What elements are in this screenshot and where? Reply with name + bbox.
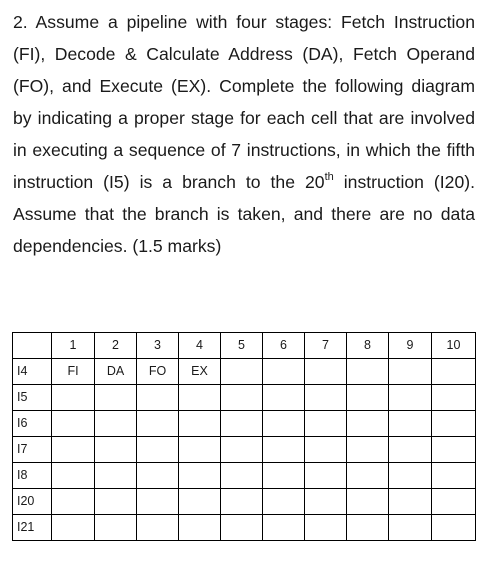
instruction-label: I6 [13,411,52,437]
table-row [13,489,476,515]
stage-cell [52,411,95,437]
stage-cell [305,437,347,463]
stage-cell [389,437,432,463]
stage-cell [263,411,305,437]
stage-cell [52,437,95,463]
pipeline-diagram-table [12,332,476,541]
instruction-label: I8 [13,463,52,489]
stage-cell [137,437,179,463]
stage-cell [389,489,432,515]
stage-cell [432,437,476,463]
stage-cell [389,359,432,385]
column-header-10: 10 [432,333,476,359]
stage-cell [389,515,432,541]
stage-cell [389,411,432,437]
stage-cell [347,411,389,437]
stage-cell [52,515,95,541]
stage-cell [305,515,347,541]
instruction-label: I5 [13,385,52,411]
stage-cell [389,385,432,411]
stage-cell [432,359,476,385]
instruction-label: I21 [13,515,52,541]
table-row [13,463,476,489]
stage-cell [221,385,263,411]
stage-cell [432,489,476,515]
stage-cell [347,359,389,385]
table-row [13,359,476,385]
question-text-part-2: instruction (I20). Assume that the branch is taken, and there are no data dependencies. (1.5 marks) [13,172,475,256]
instruction-label: I7 [13,437,52,463]
stage-cell [389,463,432,489]
stage-cell [179,515,221,541]
stage-cell [305,463,347,489]
stage-cell [221,515,263,541]
stage-cell [221,411,263,437]
column-header-7: 7 [305,333,347,359]
stage-cell [347,515,389,541]
stage-cell [52,385,95,411]
stage-cell [179,411,221,437]
stage-cell [432,463,476,489]
column-header-6: 6 [263,333,305,359]
stage-cell [179,385,221,411]
stage-cell [263,515,305,541]
stage-cell [95,463,137,489]
stage-cell [263,437,305,463]
stage-cell [432,385,476,411]
stage-cell [221,437,263,463]
stage-cell [95,411,137,437]
stage-cell [95,437,137,463]
corner-cell [13,333,52,359]
stage-cell [137,489,179,515]
stage-cell: FI [52,359,95,385]
stage-cell [52,463,95,489]
stage-cell [137,385,179,411]
stage-cell [347,437,389,463]
stage-cell [263,489,305,515]
stage-cell [221,489,263,515]
stage-cell [95,385,137,411]
question-text-part-1: 2. Assume a pipeline with four stages: Fetch Instruction (FI), Decode & Calculate Address (DA), Fetch Operand (FO), and Execute (EX). Complete the following diagram by indicating a proper stage for each cell that are involved in executing a sequence of 7 instructions, in which the fifth instruction (I5) is a branch to the 20 [13,12,475,192]
stage-cell [263,385,305,411]
stage-cell [137,463,179,489]
stage-cell: DA [95,359,137,385]
stage-cell [305,359,347,385]
stage-cell: FO [137,359,179,385]
stage-cell [432,411,476,437]
column-header-3: 3 [137,333,179,359]
table-row [13,437,476,463]
instruction-label: I4 [13,359,52,385]
stage-cell [95,515,137,541]
table-row [13,385,476,411]
column-header-9: 9 [389,333,432,359]
ordinal-suffix: th [324,171,334,184]
stage-cell [263,463,305,489]
column-header-5: 5 [221,333,263,359]
stage-cell [347,463,389,489]
stage-cell [137,515,179,541]
header-row [13,333,476,359]
stage-cell [95,489,137,515]
stage-cell [179,437,221,463]
stage-cell [52,489,95,515]
stage-cell [347,489,389,515]
stage-cell [347,385,389,411]
table-row [13,515,476,541]
stage-cell [305,385,347,411]
stage-cell [179,463,221,489]
column-header-2: 2 [95,333,137,359]
column-header-8: 8 [347,333,389,359]
column-header-4: 4 [179,333,221,359]
stage-cell [221,463,263,489]
stage-cell [305,489,347,515]
instruction-label: I20 [13,489,52,515]
stage-cell [221,359,263,385]
question-text [13,6,475,262]
stage-cell [179,489,221,515]
stage-cell [432,515,476,541]
stage-cell: EX [179,359,221,385]
stage-cell [263,359,305,385]
table-row [13,411,476,437]
stage-cell [305,411,347,437]
stage-cell [137,411,179,437]
column-header-1: 1 [52,333,95,359]
